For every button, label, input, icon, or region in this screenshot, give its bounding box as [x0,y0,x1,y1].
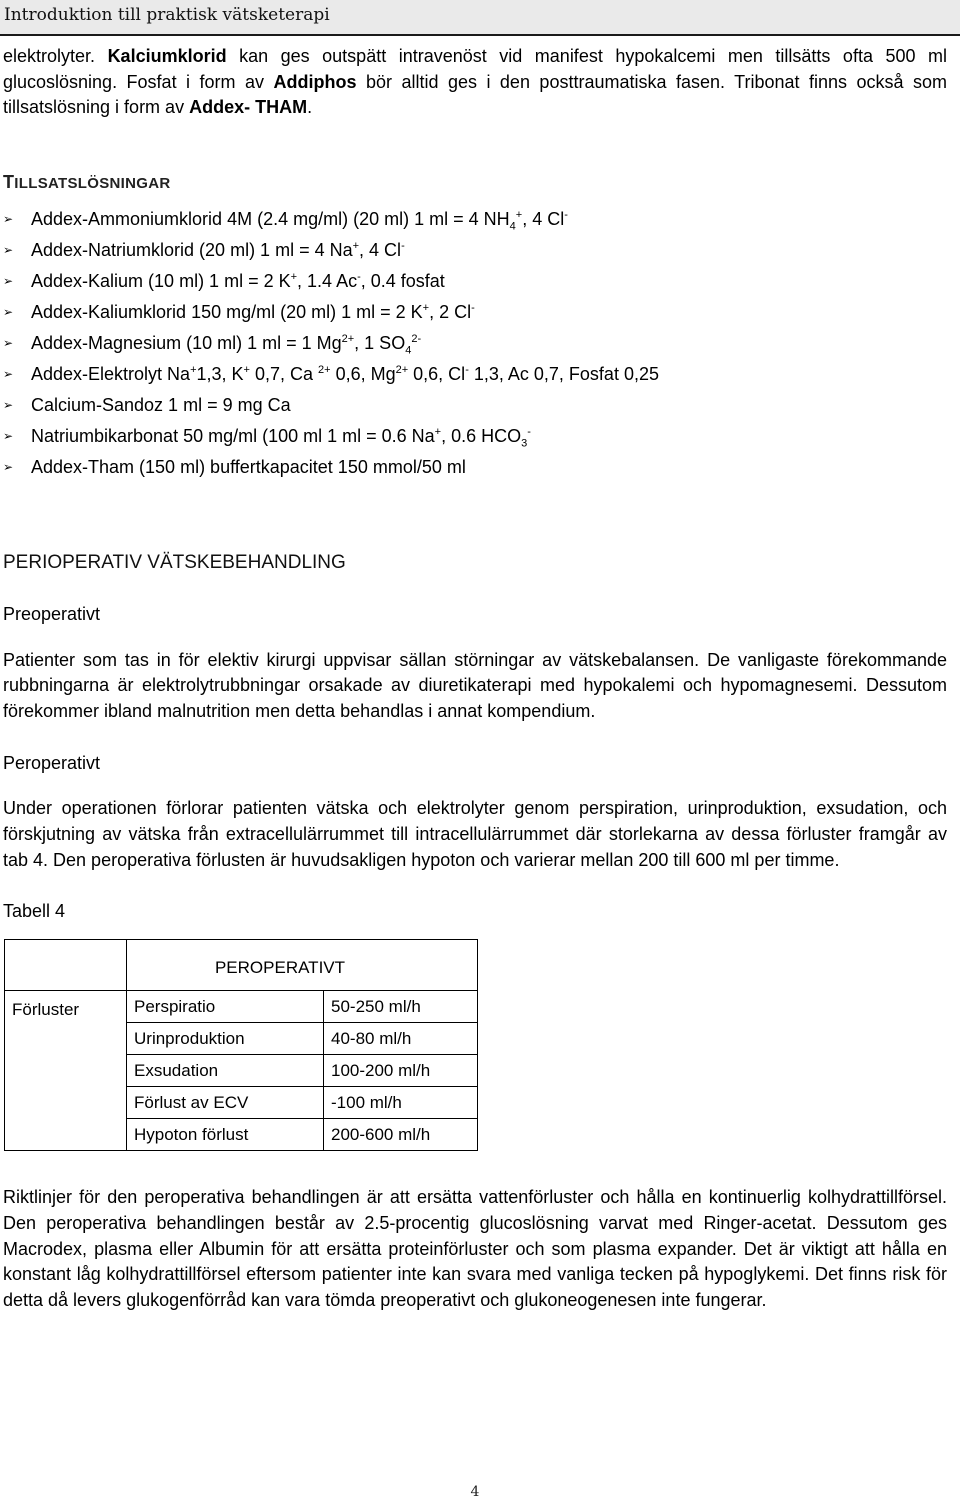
page-number: 4 [470,1484,480,1500]
additives-heading: TILLSATSLÖSNINGAR [3,172,171,193]
table-cell: 200-600 ml/h [324,1119,478,1151]
table-cell: 50-250 ml/h [324,991,478,1023]
table-corner-cell [5,940,127,991]
list-item: ➢ Calcium-Sandoz 1 ml = 9 mg Ca [3,390,947,421]
table-caption: Tabell 4 [3,901,66,922]
list-item: ➢ Addex-Tham (150 ml) buffertkapacitet 150 mmol/50 ml [3,452,947,483]
table-header-row [5,940,478,991]
row-label-cell: Förluster [5,991,127,1151]
periop-heading: Peroperativt [3,752,101,773]
table-cell: Perspiratio [127,991,324,1023]
arrow-bullet-icon: ➢ [3,305,14,320]
arrow-bullet-icon: ➢ [3,367,14,382]
page-body [3,44,947,1314]
preop-paragraph: Patienter som tas in för elektiv kirurgi uppvisar sällan störningar av vätskebalansen. De vanligaste förekommande rubbningarna är elektrolytrubbningar orsakade av diuretikaterapi med hypokalemi och hypomagnesemi. Dessutom förekommer ibland malnutrition men detta behandlas i annat kompendium. [3,649,947,721]
addiphos-term: Addiphos [273,71,357,92]
intro-paragraph: elektrolyter. Kalciumklorid kan ges outspätt intravenöst vid manifest hypokalcemi men tillsätts ofta 500 ml glucoslösning. Fosfat i form av Addiphos bör alltid ges i den posttraumatiska fasen. Tribonat finns också som tillsatslösning i form av Addex- THAM. [3,46,948,118]
header-title: Introduktion till praktisk vätsketerapi [4,5,330,25]
section-heading: PERIOPERATIV VÄTSKEBEHANDLING [3,552,346,574]
list-item: ➢ Addex-Kaliumklorid 150 mg/ml (20 ml) 1 ml = 2 K+, 2 Cl- [3,297,947,328]
addex-tham-term: Addex- THAM [189,97,308,118]
arrow-bullet-icon: ➢ [3,460,14,475]
list-item: ➢ Addex-Natriumklorid (20 ml) 1 ml = 4 Na+, 4 Cl- [3,235,947,266]
kalciumklorid-term: Kalciumklorid [107,46,227,66]
table-cell: 40-80 ml/h [324,1023,478,1055]
table-cell: Urinproduktion [127,1023,324,1055]
list-item: ➢ Addex-Magnesium (10 ml) 1 ml = 1 $Mg^{2+}$, 1 $SO_4^{2-}$ [3,328,947,359]
arrow-bullet-icon: ➢ [3,243,14,258]
arrow-bullet-icon: ➢ [3,274,14,289]
table-cell: 100-200 ml/h [324,1055,478,1087]
list-item: ➢ Natriumbikarbonat 50 mg/ml (100 ml 1 ml = 0.6 Na+, 0.6 $HCO_3^-$ [3,421,947,452]
list-item: ➢ Addex-Ammoniumklorid 4M (2.4 mg/ml) (20 ml) 1 ml = 4 $NH_4^+$, 4 Cl- [3,204,947,235]
loss-table [4,939,478,1151]
arrow-bullet-icon: ➢ [3,398,14,413]
table-cell: -100 ml/h [324,1087,478,1119]
guidelines-paragraph: Riktlinjer för den peroperativa behandlingen är att ersätta vattenförluster och hålla en kontinuerlig kolhydrattillförsel. Den peroperativa behandlingen består av 2.5-procentig glucoslösning varvat med Ringer-acetat. Dessutom ges Macrodex, plasma eller Albumin för att ersätta proteinförluster och som plasma expander. Det är viktigt att hålla en konstant låg kolhydrattillförsel eftersom patienter inte kan svara med vanliga tecken på hypoglykemi. Det finns risk för detta då levers glukogenförråd kan vara tömda preoperativt och glukoneogenesen inte fungerar. [3,1187,947,1310]
arrow-bullet-icon: ➢ [3,336,14,351]
table-cell: Exsudation [127,1055,324,1087]
list-item: ➢ Addex-Elektrolyt Na+1,3, K+ 0,7, Ca $^{2+}$ 0,6, $Mg^{2+}$ 0,6, Cl- 1,3, Ac 0,7, Fosfat 0,25 [3,359,947,390]
periop-paragraph: Under operationen förlorar patienten vätska och elektrolyter genom perspiration, urinproduktion, exsudation, och förskjutning av vätska från extracellulärrummet till intracellulärrummet där storlekarna av dessa förluster framgår av tab 4. Den peroperativa förlusten är huvudsakligen hypoton och varierar mellan 200 till 600 ml per timme. [3,798,947,870]
arrow-bullet-icon: ➢ [3,429,14,444]
table-header-cell: PEROPERATIVT [127,940,478,991]
preop-heading: Preoperativt [3,603,101,624]
running-header [0,0,960,36]
additives-list [3,204,947,483]
table-row [5,991,478,1023]
table-cell: Förlust av ECV [127,1087,324,1119]
list-item: ➢ Addex-Kalium (10 ml) 1 ml = 2 K+, 1.4 Ac-, 0.4 fosfat [3,266,947,297]
arrow-bullet-icon: ➢ [3,212,14,227]
table-cell: Hypoton förlust [127,1119,324,1151]
